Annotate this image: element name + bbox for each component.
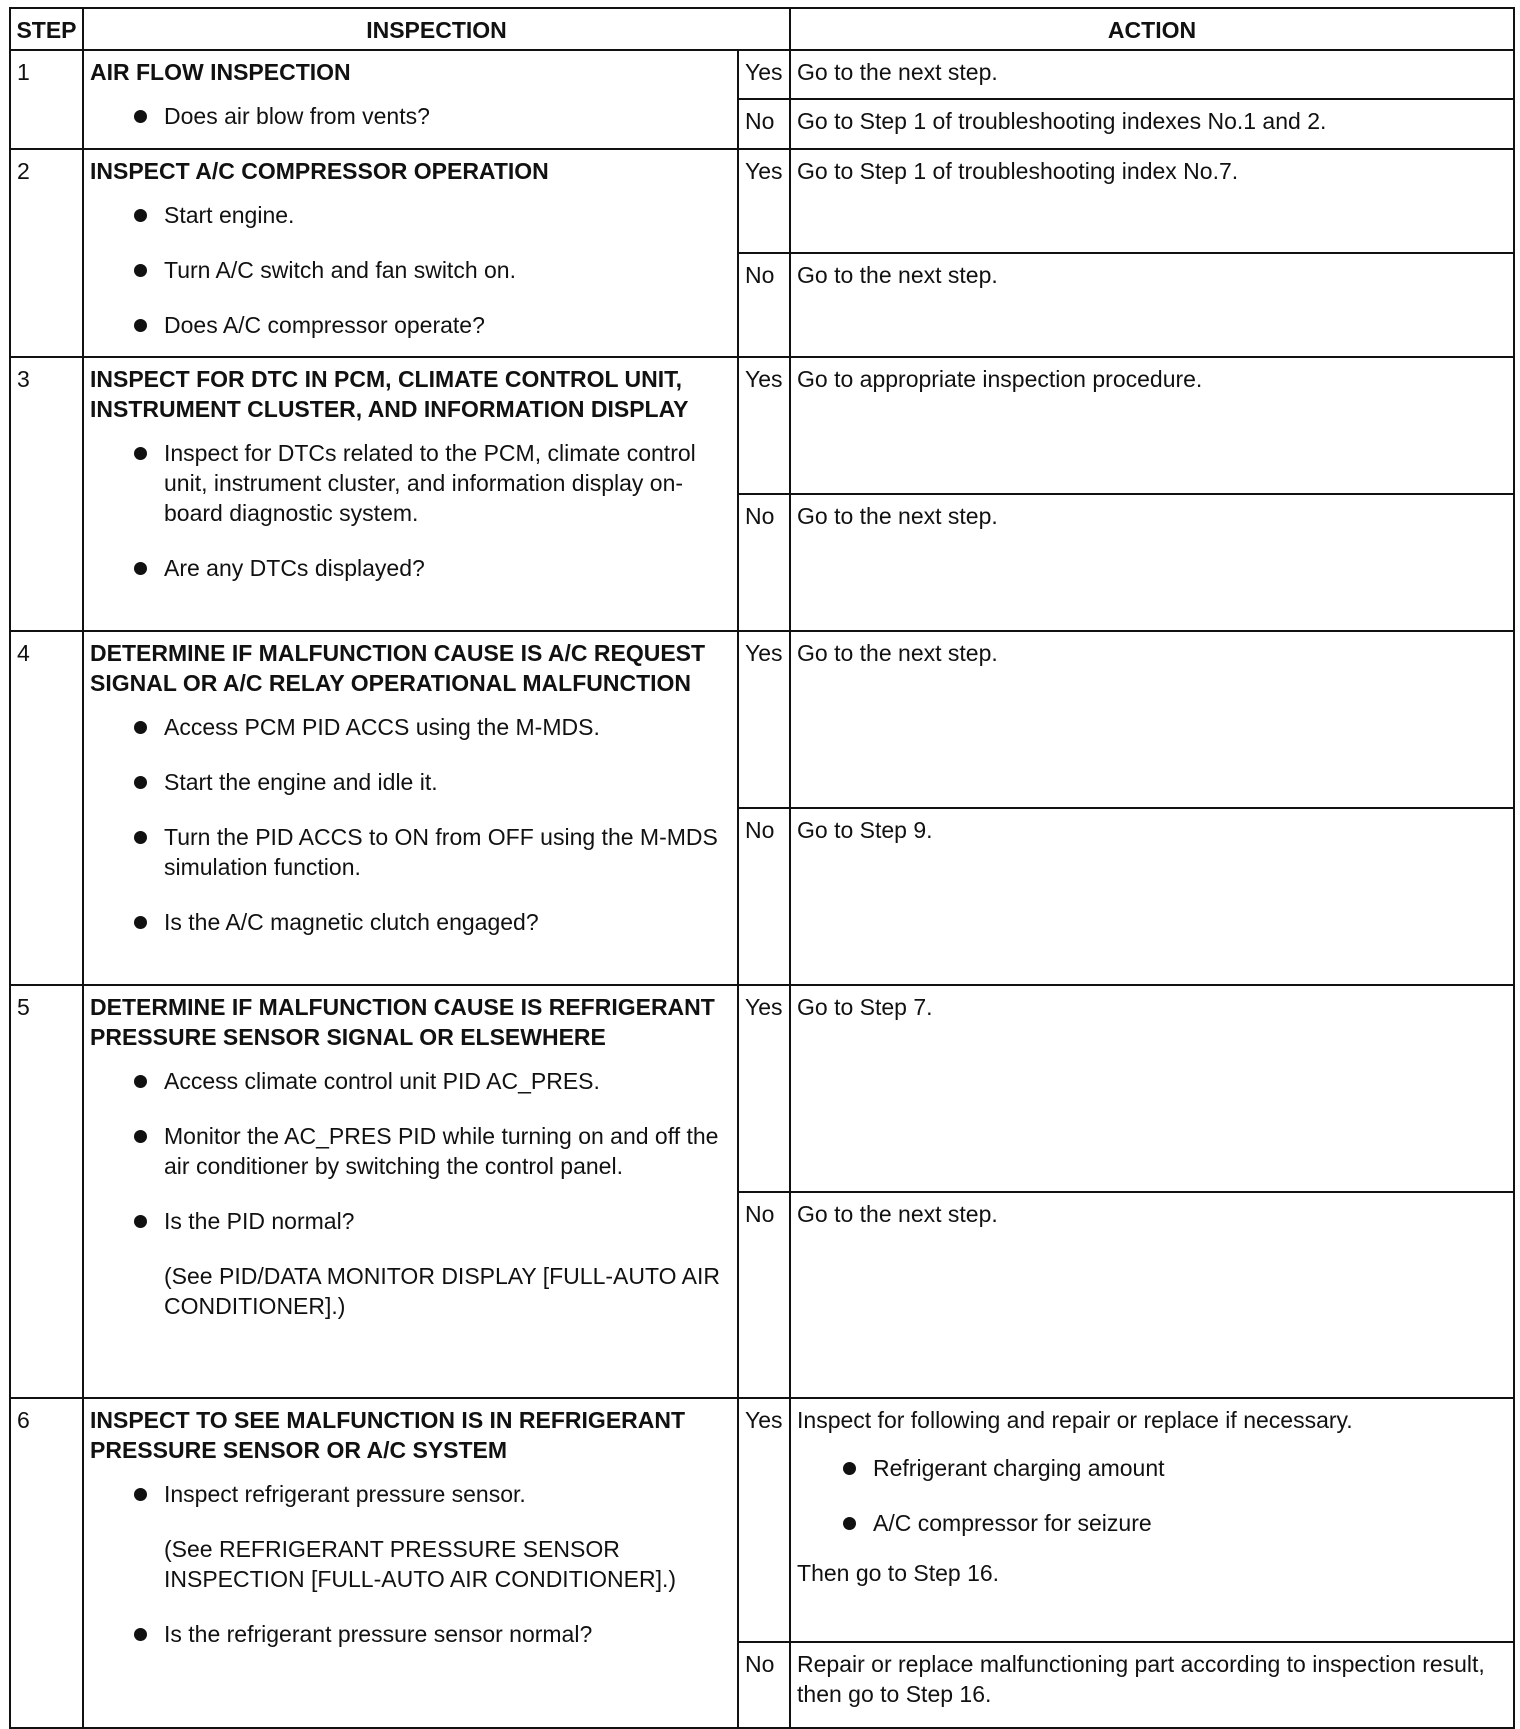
yes-label: Yes — [738, 357, 790, 494]
no-action: Go to the next step. — [790, 253, 1514, 357]
step-4-yes-row — [10, 631, 1514, 808]
step-3-yes-row — [10, 357, 1514, 494]
step-number: 2 — [10, 149, 83, 357]
no-action: Go to Step 1 of troubleshooting indexes No.1 and 2. — [790, 99, 1514, 149]
no-label: No — [738, 808, 790, 985]
check-item: Start engine. — [90, 200, 731, 230]
yes-action-cell — [790, 1398, 1514, 1642]
step-inspection — [83, 631, 738, 985]
no-action: Go to Step 9. — [790, 808, 1514, 985]
check-list — [90, 438, 731, 583]
yes-action: Inspect for following and repair or replace if necessary. — [797, 1407, 1353, 1433]
yes-action: Go to the next step. — [790, 631, 1514, 808]
inspection-column-header: INSPECTION — [83, 8, 790, 50]
yes-action: Go to appropriate inspection procedure. — [790, 357, 1514, 494]
no-label: No — [738, 1642, 790, 1728]
check-item: Start the engine and idle it. — [90, 767, 731, 797]
step-2-yes-row — [10, 149, 1514, 253]
check-item: Are any DTCs displayed? — [90, 553, 731, 583]
troubleshooting-table — [9, 7, 1515, 1729]
check-item: Does A/C compressor operate? — [90, 310, 731, 340]
header-row — [10, 8, 1514, 50]
inspection-title: INSPECT FOR DTC IN PCM, CLIMATE CONTROL UNIT, INSTRUMENT CLUSTER, AND INFORMATION DISPLAY — [90, 366, 689, 422]
step-inspection — [83, 149, 738, 357]
check-item: Inspect for DTCs related to the PCM, climate control unit, instrument cluster, and information display on-board diagnostic system. — [90, 438, 731, 528]
inspection-title: DETERMINE IF MALFUNCTION CAUSE IS REFRIGERANT PRESSURE SENSOR SIGNAL OR ELSEWHERE — [90, 994, 715, 1050]
check-item: Is the refrigerant pressure sensor normal? — [90, 1619, 731, 1649]
no-label: No — [738, 1192, 790, 1398]
check-list — [90, 1619, 731, 1649]
no-label: No — [738, 494, 790, 631]
step-1-yes-row — [10, 50, 1514, 99]
yes-action: Go to Step 1 of troubleshooting index No.7. — [790, 149, 1514, 253]
no-action: Go to the next step. — [790, 494, 1514, 631]
check-item: Is the A/C magnetic clutch engaged? — [90, 907, 731, 937]
inspection-title: INSPECT TO SEE MALFUNCTION IS IN REFRIGERANT PRESSURE SENSOR OR A/C SYSTEM — [90, 1407, 686, 1463]
step-inspection — [83, 985, 738, 1398]
action-item-list — [797, 1453, 1507, 1538]
yes-action: Go to Step 7. — [790, 985, 1514, 1192]
reference-note: (See REFRIGERANT PRESSURE SENSOR INSPECTION [FULL-AUTO AIR CONDITIONER].) — [164, 1536, 677, 1592]
no-label: No — [738, 253, 790, 357]
no-action: Go to the next step. — [790, 1192, 1514, 1398]
yes-action: Go to the next step. — [790, 50, 1514, 99]
check-list — [90, 200, 731, 340]
inspection-title: DETERMINE IF MALFUNCTION CAUSE IS A/C REQUEST SIGNAL OR A/C RELAY OPERATIONAL MALFUNCTION — [90, 640, 706, 696]
check-item: Does air blow from vents? — [90, 101, 731, 131]
step-5-yes-row — [10, 985, 1514, 1192]
step-number: 1 — [10, 50, 83, 149]
yes-action-followup: Then go to Step 16. — [797, 1560, 1000, 1586]
yes-label: Yes — [738, 985, 790, 1192]
check-item: Access PCM PID ACCS using the M-MDS. — [90, 712, 731, 742]
action-item: Refrigerant charging amount — [797, 1453, 1507, 1483]
inspection-title: AIR FLOW INSPECTION — [90, 59, 351, 85]
step-number: 5 — [10, 985, 83, 1398]
check-list — [90, 1479, 731, 1509]
step-number: 6 — [10, 1398, 83, 1728]
check-item: Inspect refrigerant pressure sensor. — [90, 1479, 731, 1509]
yes-label: Yes — [738, 631, 790, 808]
step-inspection — [83, 1398, 738, 1728]
action-item: A/C compressor for seizure — [797, 1508, 1507, 1538]
no-label: No — [738, 99, 790, 149]
step-6-yes-row — [10, 1398, 1514, 1642]
check-item: Turn the PID ACCS to ON from OFF using the M-MDS simulation function. — [90, 822, 731, 882]
action-column-header: ACTION — [790, 8, 1514, 50]
reference-note: (See PID/DATA MONITOR DISPLAY [FULL-AUTO AIR CONDITIONER].) — [164, 1263, 720, 1319]
check-list — [90, 712, 731, 937]
step-number: 4 — [10, 631, 83, 985]
yes-label: Yes — [738, 149, 790, 253]
no-action: Repair or replace malfunctioning part according to inspection result, then go to Step 16. — [790, 1642, 1514, 1728]
inspection-title: INSPECT A/C COMPRESSOR OPERATION — [90, 158, 549, 184]
step-number: 3 — [10, 357, 83, 631]
step-inspection — [83, 357, 738, 631]
yes-label: Yes — [738, 1398, 790, 1642]
check-list — [90, 1066, 731, 1236]
check-item: Monitor the AC_PRES PID while turning on and off the air conditioner by switching the control panel. — [90, 1121, 731, 1181]
check-list — [90, 101, 731, 131]
check-item: Access climate control unit PID AC_PRES. — [90, 1066, 731, 1096]
yes-label: Yes — [738, 50, 790, 99]
troubleshooting-sheet — [9, 7, 1515, 1729]
check-item: Is the PID normal? — [90, 1206, 731, 1236]
check-item: Turn A/C switch and fan switch on. — [90, 255, 731, 285]
step-column-header: STEP — [10, 8, 83, 50]
step-inspection — [83, 50, 738, 149]
